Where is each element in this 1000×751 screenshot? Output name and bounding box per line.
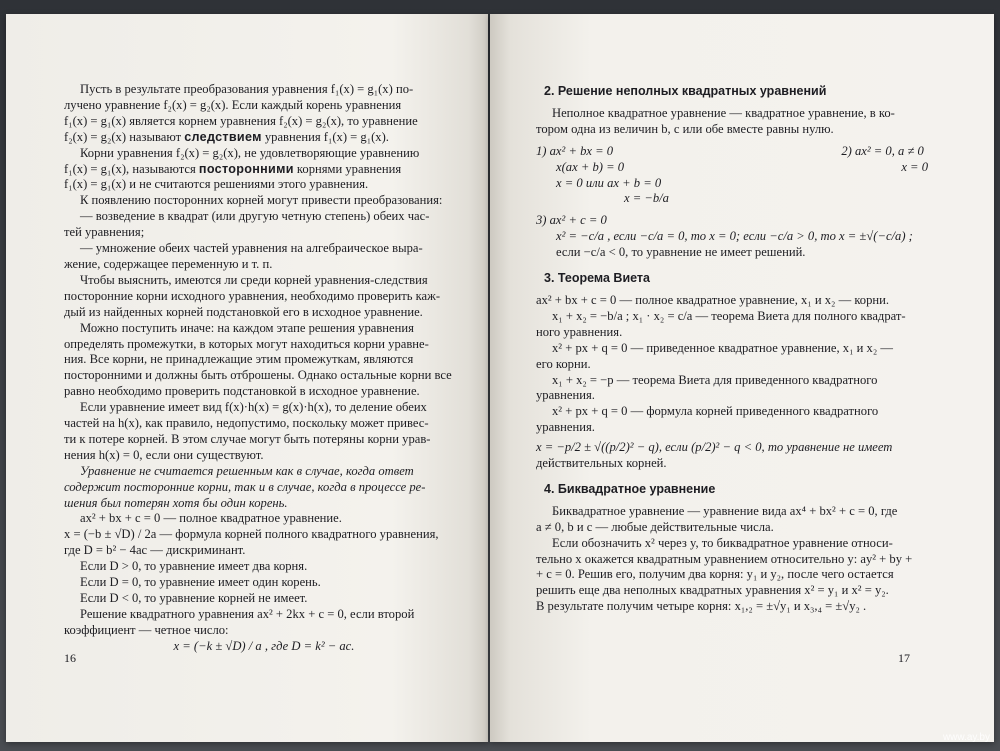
text-line: лучено уравнение f₂(x) = g₂(x). Если каждый корень уравнения <box>64 97 402 112</box>
italic-note-line: содержит посторонние корни, так и в случае, когда в процессе ре- <box>64 479 426 494</box>
text-line: Если обозначить x² через y, то биквадратное уравнение относи- <box>552 535 893 550</box>
text-line: решить еще два неполных квадратных уравнения x² = y₁ и x² = y₂. <box>536 583 889 598</box>
right-page-content <box>536 74 956 615</box>
text-line: Пусть в результате преобразования уравнения f₁(x) = g₁(x) по- <box>80 82 414 96</box>
formula-line: 2) ax² = 0, a ≠ 0 <box>841 143 924 158</box>
text-line: Биквадратное уравнение — уравнение вида ax⁴ + bx² + c = 0, где <box>552 503 898 518</box>
formula-line: x = −p/2 ± √((p/2)² − q), если (p/2)² − q < 0, то уравнение не имеет <box>536 440 893 455</box>
formula-line: x₁ + x₂ = −b/a ; x₁ · x₂ = c/a — теорема Виета для полного квадрат- <box>552 308 906 323</box>
text-line: f₁(x) = g₁(x) является корнем уравнения f₂(x) = g₂(x), то уравнение <box>64 113 418 128</box>
section-title: 2. Решение неполных квадратных уравнений <box>544 84 827 98</box>
text-line: Если уравнение имеет вид f(x)·h(x) = g(x)·h(x), то деление обеих <box>80 400 427 415</box>
text-line: где D = b² − 4ac — дискриминант. <box>64 543 246 558</box>
formula-line: x = 0 <box>901 159 928 174</box>
text-line <box>64 162 464 178</box>
text-line: Если D > 0, то уравнение имеет два корня. <box>80 559 308 574</box>
page-number: 17 <box>898 651 910 665</box>
formula-line: 3) ax² + c = 0 <box>536 213 607 228</box>
text-line: В результате получим четыре корня: x₁,₂ = ±√y₁ и x₃,₄ = ±√y₂ . <box>536 599 867 614</box>
text-line: равно необходимо проверить подстановкой в исходное уравнение. <box>64 384 420 399</box>
formula-line: x² = −c/a , если −c/a = 0, то x = 0; если −c/a > 0, то x = ±√(−c/a) ; <box>556 229 913 244</box>
watermark: www.ay.by <box>942 732 990 743</box>
formula-line: ax² + bx + c = 0 — полное квадратное уравнение. <box>80 511 342 526</box>
text-line: К появлению посторонних корней могут привести преобразования: <box>80 193 443 208</box>
text-line: тельно x окажется квадратным уравнением относительно y: ay² + by + <box>536 551 913 566</box>
text-line: коэффициент — четное число: <box>64 622 229 637</box>
text-line: ти к потере корней. В этом случае могут быть потеряны корни урав- <box>64 431 431 446</box>
text-line: ния. Все корни, не принадлежащие этим промежуткам, являются <box>64 352 414 367</box>
incomplete-cases-row <box>536 144 956 208</box>
text-line: посторонними и должны быть отброшены. Однако остальные корни все <box>64 368 452 383</box>
italic-note-line: Уравнение не считается решенным как в случае, когда ответ <box>80 463 414 478</box>
italic-note-line: шения был потерян хотя бы один корень. <box>64 495 288 510</box>
formula-line: 1) ax² + bx = 0 <box>536 143 614 158</box>
text-line: жение, содержащее переменную и т. п. <box>64 256 273 271</box>
text-line: Если D = 0, то уравнение имеет один корень. <box>80 575 321 590</box>
text-fragment: f₁(x) = g₁(x), называются <box>64 161 196 176</box>
text-line: — умножение обеих частей уравнения на алгебраическое выра- <box>80 241 423 256</box>
term-consequence: следствием <box>184 129 262 144</box>
text-line: Корни уравнения f₂(x) = g₂(x), не удовлетворяющие уравнению <box>80 145 420 160</box>
text-fragment: корнями уравнения <box>296 161 402 176</box>
text-line: тей уравнения; <box>64 225 145 240</box>
text-line: дый из найденных корней подстановкой его в исходное уравнение. <box>64 304 423 319</box>
text-line: тором одна из величин b, c или обе вместе равны нулю. <box>536 121 834 136</box>
section-title: 4. Биквадратное уравнение <box>544 481 716 496</box>
text-line: если −c/a < 0, то уравнение не имеет решений. <box>556 245 806 260</box>
text-line: + c = 0. Решив его, получим два корня: y₁ и y₂, после чего остается <box>536 567 894 582</box>
formula-line: x₁ + x₂ = −p — теорема Виета для приведенного квадратного <box>552 372 878 387</box>
left-page <box>6 14 488 742</box>
text-line: Решение квадратного уравнения ax² + 2kx + c = 0, если второй <box>80 606 415 621</box>
text-line: посторонние корни исходного уравнения, необходимо проверить каж- <box>64 288 441 303</box>
text-line <box>64 130 464 146</box>
text-line: — возведение в квадрат (или другую четную степень) обеих час- <box>80 209 430 224</box>
left-page-content <box>64 82 464 655</box>
formula-line: ax² + bx + c = 0 — полное квадратное уравнение, x₁ и x₂ — корни. <box>536 292 890 307</box>
case-2 <box>841 144 956 208</box>
page-number: 16 <box>64 651 76 665</box>
formula-line: x = −b/a <box>624 191 669 206</box>
text-line: ного уравнения. <box>536 324 623 339</box>
case-1 <box>536 144 669 208</box>
formula-line: x = 0 или ax + b = 0 <box>556 175 662 190</box>
text-line: действительных корней. <box>536 456 667 471</box>
text-line: Неполное квадратное уравнение — квадратное уравнение, в ко- <box>552 105 895 120</box>
right-page <box>490 14 994 742</box>
text-fragment: уравнения f₁(x) = g₁(x). <box>264 129 389 144</box>
text-line: Чтобы выяснить, имеются ли среди корней уравнения-следствия <box>80 272 428 287</box>
section-title: 3. Теорема Виета <box>544 271 650 286</box>
text-line: a ≠ 0, b и c — любые действительные числа. <box>536 519 774 534</box>
text-line: Можно поступить иначе: на каждом этапе решения уравнения <box>80 320 414 335</box>
text-fragment: f₂(x) = g₂(x) называют <box>64 129 182 144</box>
text-line: уравнения. <box>536 388 595 403</box>
text-line: f₁(x) = g₁(x) и не считаются решениями этого уравнения. <box>64 177 369 192</box>
text-line: Если D < 0, то уравнение корней не имеет. <box>80 591 308 605</box>
text-line: определять промежутки, в которых могут находиться корни уравне- <box>64 336 429 351</box>
text-line: частей на h(x), как правило, недопустимо, поскольку может привес- <box>64 416 429 431</box>
formula-line: x(ax + b) = 0 <box>556 159 625 174</box>
text-line: уравнения. <box>536 420 595 435</box>
formula-line: x² + px + q = 0 — приведенное квадратное уравнение, x₁ и x₂ — <box>552 340 893 355</box>
formula-line: x = (−k ± √D) / a , где D = k² − ac. <box>173 638 355 653</box>
formula-line: x = (−b ± √D) / 2a — формула корней полного квадратного уравнения, <box>64 527 439 542</box>
formula-line: x² + px + q = 0 — формула корней приведенного квадратного <box>552 404 879 419</box>
term-extraneous: посторонними <box>198 161 294 176</box>
text-line: его корни. <box>536 356 591 371</box>
text-line: нения h(x) = 0, если они существуют. <box>64 447 264 462</box>
